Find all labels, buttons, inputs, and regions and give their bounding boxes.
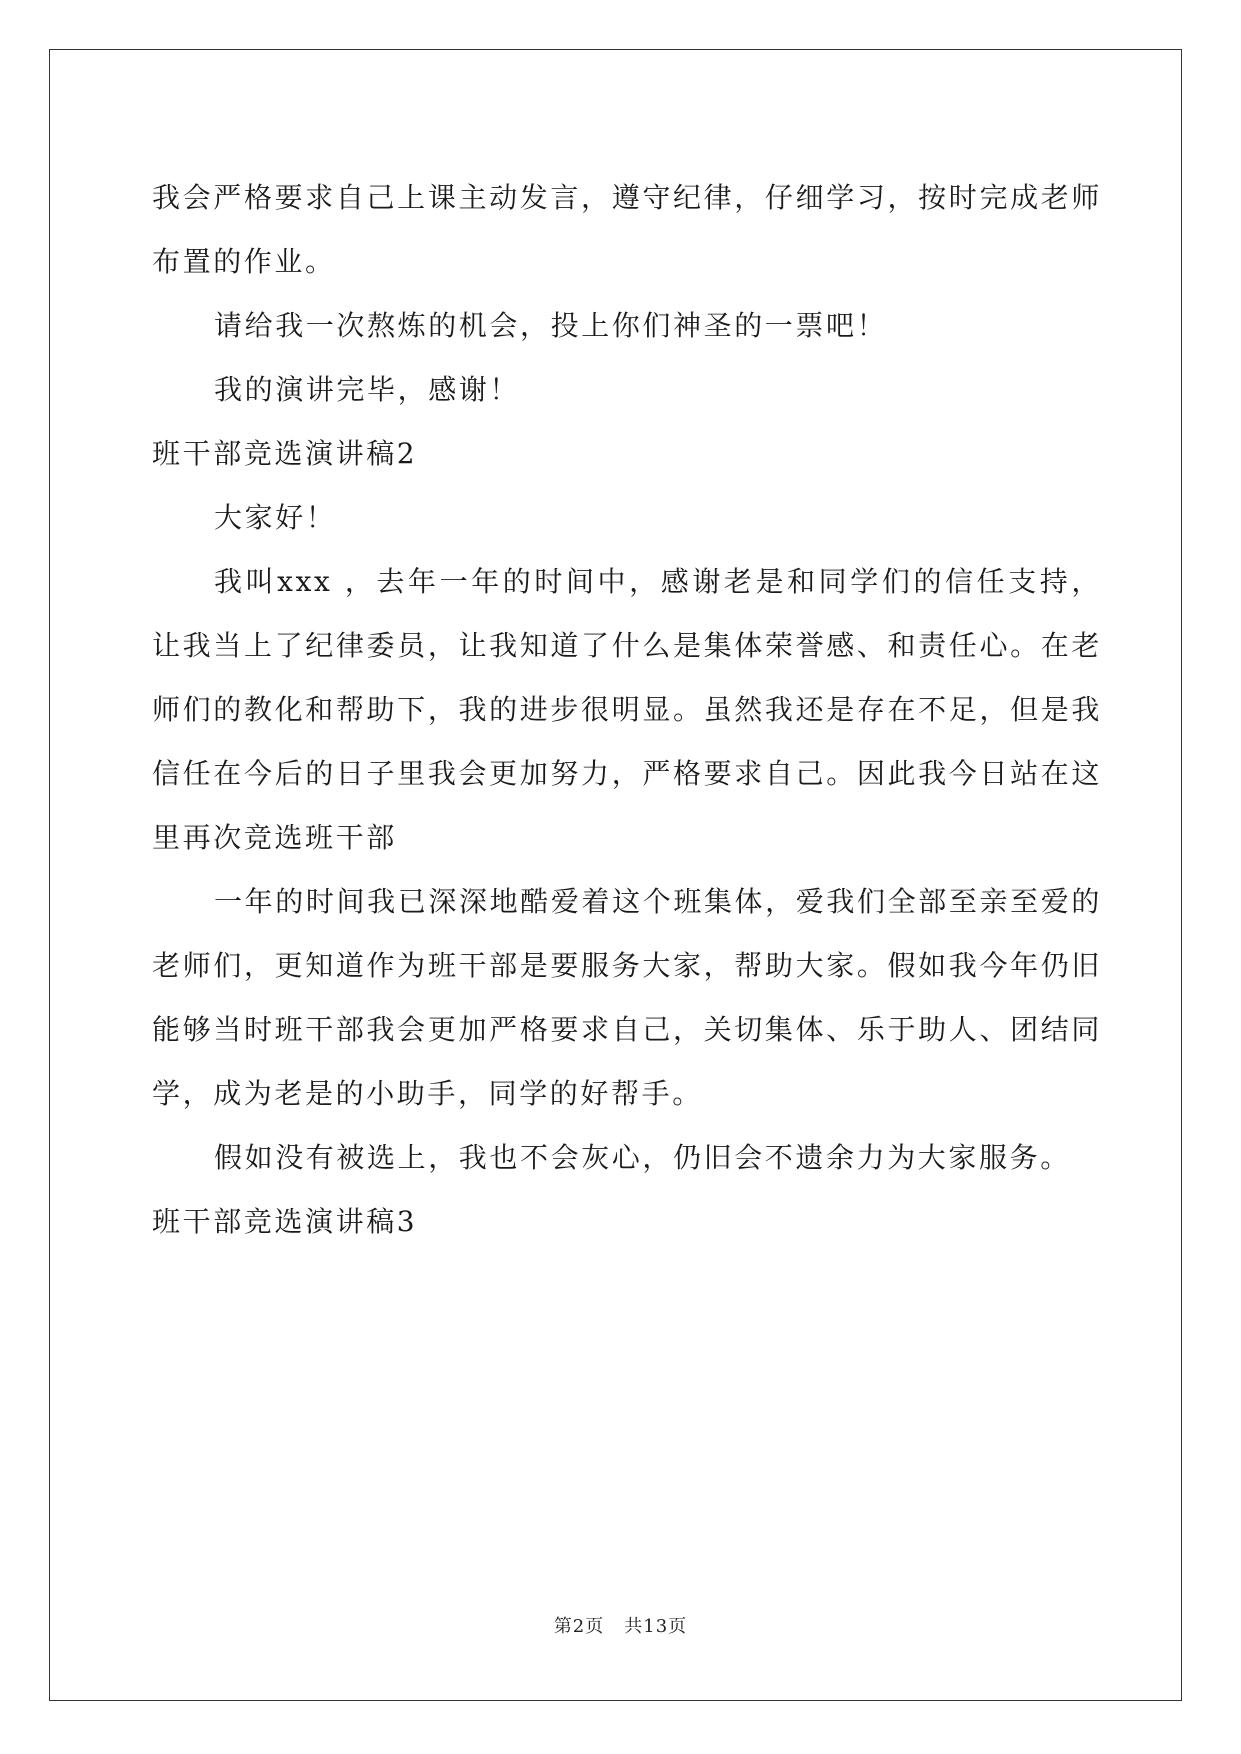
page-number: 第2页 [553, 1616, 605, 1637]
paragraph: 请给我一次熬炼的机会，投上你们神圣的一票吧！ [214, 309, 888, 342]
page-footer [0, 1612, 1241, 1638]
paragraph: 我会严格要求自己上课主动发言，遵守纪律，仔细学习，按时完成老师布置的作业。 [152, 181, 1102, 278]
page-total: 共13页 [624, 1616, 688, 1637]
document-body [152, 166, 1102, 1254]
paragraph: 我叫xxx ，去年一年的时间中，感谢老是和同学们的信任支持，让我当上了纪律委员，让我知道了什么是集体荣誉感、和责任心。在老师们的教化和帮助下，我的进步很明显。虽然我还是存在不足，但是我信任在今后的日子里我会更加努力，严格要求自己。因此我今日站在这里再次竞选班干部 [152, 565, 1102, 854]
paragraph: 我的演讲完毕，感谢！ [214, 373, 521, 406]
section-heading: 班干部竞选演讲稿2 [152, 437, 418, 470]
paragraph: 大家好！ [214, 501, 337, 534]
paragraph: 假如没有被选上，我也不会灰心，仍旧会不遗余力为大家服务。 [214, 1141, 1071, 1174]
paragraph: 一年的时间我已深深地酷爱着这个班集体，爱我们全部至亲至爱的老师们，更知道作为班干部是要服务大家，帮助大家。假如我今年仍旧能够当时班干部我会更加严格要求自己，关切集体、乐于助人、团结同学，成为老是的小助手，同学的好帮手。 [152, 885, 1102, 1110]
section-heading: 班干部竞选演讲稿3 [152, 1205, 418, 1238]
